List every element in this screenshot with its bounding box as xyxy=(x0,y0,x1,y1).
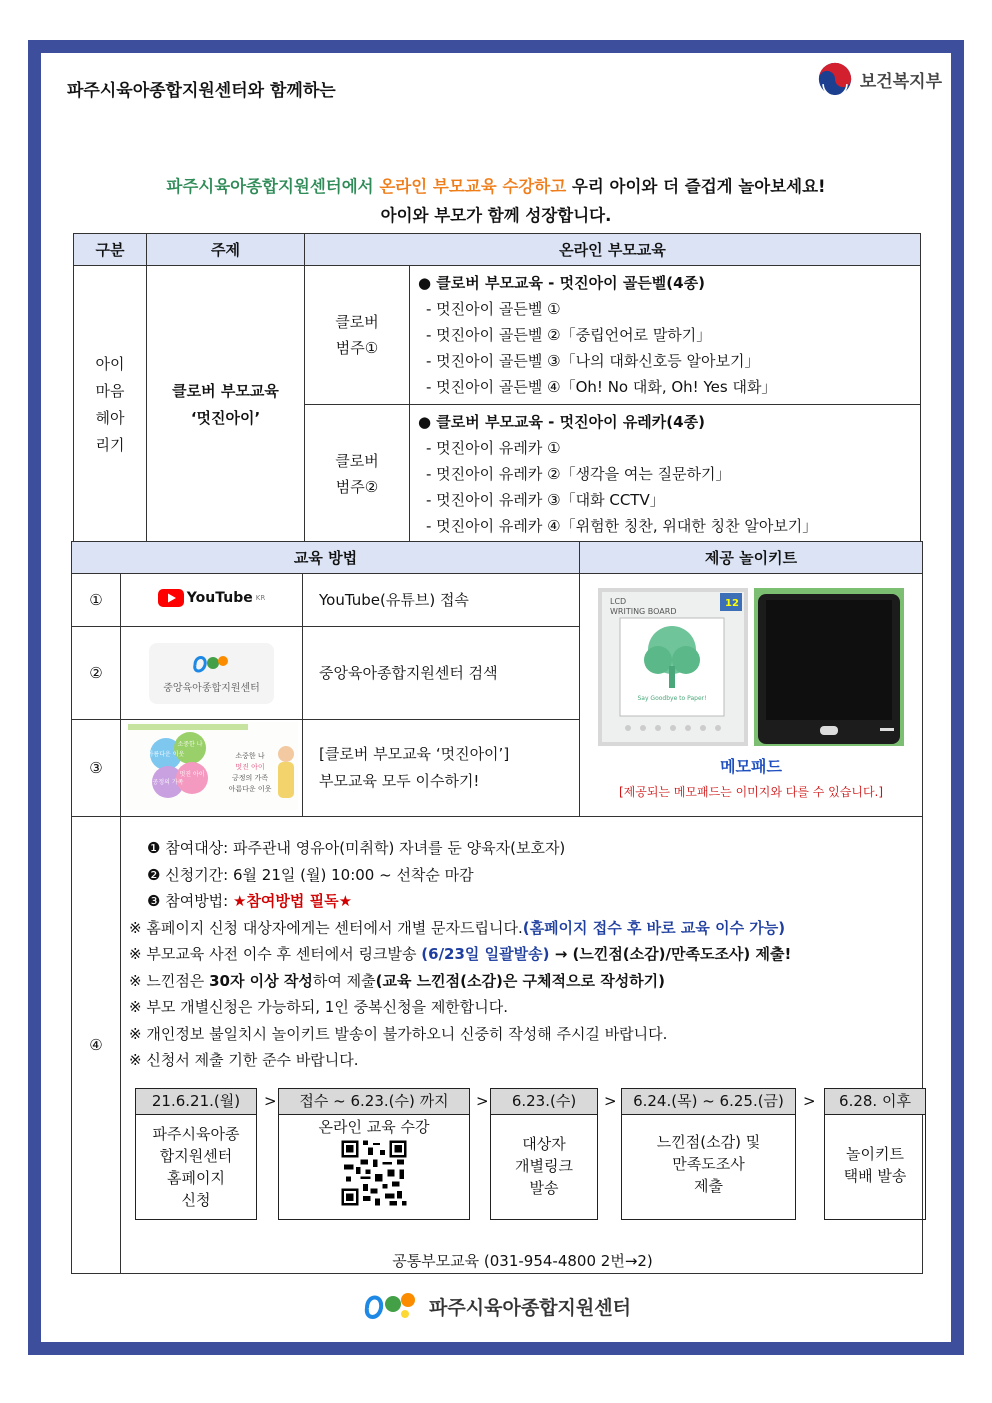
kit-images xyxy=(580,588,922,746)
step-desc: YouTube(유튜브) 접속 xyxy=(303,574,580,627)
flow-step-5: 6.28. 이후 놀이키트 택배 발송 xyxy=(824,1088,926,1220)
info-cell xyxy=(121,817,923,1274)
group-label-1: 클로버 범주① xyxy=(305,266,410,405)
col-header-online: 온라인 부모교육 xyxy=(305,234,921,266)
central-center-logo: 중앙육아종합지원센터 xyxy=(121,627,303,720)
step-desc: 중앙육아종합지원센터 검색 xyxy=(303,627,580,720)
intro-line-1 xyxy=(0,173,992,197)
flow-arrow: > xyxy=(264,1091,277,1110)
svg-text:아름다운 이웃: 아름다운 이웃 xyxy=(147,751,184,758)
header-title: 파주시육아종합지원센터와 함께하는 xyxy=(67,81,336,101)
flow-arrow: > xyxy=(604,1091,617,1110)
step-desc: [클로버 부모교육 ‘멋진아이’] 부모교육 모두 이수하기! xyxy=(303,720,580,817)
method-table xyxy=(71,541,923,1274)
central-center-emblem-icon xyxy=(191,653,231,675)
topic-cell: 클로버 부모교육 ‘멋진아이’ xyxy=(147,266,305,544)
group-program-2 xyxy=(410,405,921,544)
flow-step-3: 6.23.(수) 대상자 개별링크 발송 xyxy=(490,1088,598,1220)
kit-cell xyxy=(580,574,923,817)
contact-info: 공통부모교육 (031-954-4800 2번→2) xyxy=(392,1251,653,1270)
center-logo-icon xyxy=(361,1290,421,1322)
col-header-kit: 제공 놀이키트 xyxy=(580,542,923,574)
program-table xyxy=(73,233,921,544)
note-line: ※ 느낀점은 30자 이상 작성하여 제출(교육 느낀점(소감)은 구체적으로 작성하기) xyxy=(129,971,666,990)
memo-pad-box-image xyxy=(598,588,748,746)
memo-pad-device-image xyxy=(754,588,904,746)
note-line: ※ 홈페이지 신청 대상자에게는 센터에서 개별 문자드립니다.(홈페이지 접수 후 바로 교육 이수 가능) xyxy=(129,918,786,937)
program-item: - 멋진아이 골든벨 ① xyxy=(426,300,561,318)
category-cell: 아이 마음 헤아 리기 xyxy=(74,266,147,544)
ministry-emblem-icon xyxy=(818,62,852,96)
bullet-target: ❶ 참여대상: 파주관내 영유아(미취학) 자녀를 둔 양육자(보호자) xyxy=(147,839,566,857)
qr-code-icon xyxy=(331,1138,417,1208)
svg-text:아름다운 이웃: 아름다운 이웃 xyxy=(228,785,271,793)
col-header-topic: 주제 xyxy=(147,234,305,266)
program-item: - 멋진아이 유레카 ③「대화 CCTV」 xyxy=(426,491,665,509)
step-number: ② xyxy=(72,627,121,720)
svg-text:Say Goodbye to Paper!: Say Goodbye to Paper! xyxy=(637,695,707,702)
col-header-category: 구분 xyxy=(74,234,147,266)
flow-step-4: 6.24.(목) ~ 6.25.(금) 느낀점(소감) 및 만족도조사 제출 xyxy=(621,1088,796,1220)
svg-text:WRITING BOARD: WRITING BOARD xyxy=(610,607,677,616)
kit-name: 메모패드 xyxy=(720,757,782,776)
footer-org-name: 파주시육아종합지원센터 xyxy=(429,1296,631,1319)
flow-step-1: 21.6.21.(월) 파주시육아종 합지원센터 홈페이지 신청 xyxy=(135,1088,257,1220)
step-number: ④ xyxy=(72,817,121,1274)
program-item: - 멋진아이 골든벨 ②「중립언어로 말하기」 xyxy=(426,326,712,344)
kit-note: [제공되는 메모패드는 이미지와 다를 수 있습니다.] xyxy=(618,785,884,799)
clover-thumbnail-image xyxy=(126,722,298,810)
svg-text:멋진 아이: 멋진 아이 xyxy=(178,771,205,778)
ministry-name: 보건복지부 xyxy=(859,71,942,92)
program-item: - 멋진아이 유레카 ②「생각을 여는 질문하기」 xyxy=(426,465,731,483)
program-title: ● 클로버 부모교육 - 멋진아이 골든벨(4종) xyxy=(418,274,705,292)
svg-text:공정의 가족: 공정의 가족 xyxy=(152,779,183,786)
program-item: - 멋진아이 골든벨 ③「나의 대화신호등 알아보기」 xyxy=(426,352,760,370)
note-line: ※ 개인정보 불일치시 놀이키트 발송이 불가하오니 신중히 작성해 주시길 바랍니다. xyxy=(129,1024,668,1043)
intro-center-name: 파주시육아종합지원센터에서 xyxy=(166,177,380,196)
program-title: ● 클로버 부모교육 - 멋진아이 유레카(4종) xyxy=(418,413,705,431)
bullet-period: ❷ 신청기간: 6월 21일 (월) 10:00 ~ 선착순 마감 xyxy=(147,865,474,884)
process-flow xyxy=(129,1088,916,1238)
flow-step-2: 접수 ~ 6.23.(수) 까지 온라인 교육 수강 xyxy=(278,1088,470,1220)
intro-rest: 우리 아이와 더 즐겁게 놀아보세요! xyxy=(566,177,826,196)
group-program-1 xyxy=(410,266,921,405)
ministry-logo xyxy=(818,62,942,96)
svg-text:소중한 나: 소중한 나 xyxy=(176,741,203,748)
svg-text:12: 12 xyxy=(725,598,739,609)
note-line: ※ 부모교육 사전 이수 후 센터에서 링크발송 (6/23일 일괄발송) → (느낀점(소감)/만족도조사) 제출! xyxy=(129,945,792,963)
program-item: - 멋진아이 유레카 ④「위험한 칭찬, 위대한 칭찬 알아보기」 xyxy=(426,517,818,535)
note-line: ※ 부모 개별신청은 가능하되, 1인 중복신청을 제한합니다. xyxy=(129,998,509,1016)
svg-text:멋진 아이: 멋진 아이 xyxy=(234,763,265,771)
note-line: ※ 신청서 제출 기한 준수 바랍니다. xyxy=(129,1051,359,1069)
youtube-logo: YouTube KR xyxy=(121,574,303,627)
clover-program-thumbnail xyxy=(121,720,303,817)
svg-text:긍정의 가족: 긍정의 가족 xyxy=(231,774,268,782)
program-item: - 멋진아이 골든벨 ④「Oh! No 대화, Oh! Yes 대화」 xyxy=(426,378,777,396)
svg-text:소중한 나: 소중한 나 xyxy=(234,752,265,760)
col-header-method: 교육 방법 xyxy=(72,542,580,574)
group-label-2: 클로버 범주② xyxy=(305,405,410,544)
intro-highlight: 온라인 부모교육 수강하고 xyxy=(379,177,567,196)
step-number: ① xyxy=(72,574,121,627)
svg-text:LCD: LCD xyxy=(610,597,627,606)
flow-arrow: > xyxy=(476,1091,489,1110)
program-item: - 멋진아이 유레카 ① xyxy=(426,439,561,457)
flow-arrow: > xyxy=(803,1091,816,1110)
youtube-play-icon xyxy=(158,589,184,607)
bullet-method: ❸ 참여방법: ★참여방법 필독★ xyxy=(147,892,353,910)
footer-logo xyxy=(0,1290,992,1322)
intro-line-2: 아이와 부모가 함께 성장합니다. xyxy=(380,206,612,225)
step-number: ③ xyxy=(72,720,121,817)
